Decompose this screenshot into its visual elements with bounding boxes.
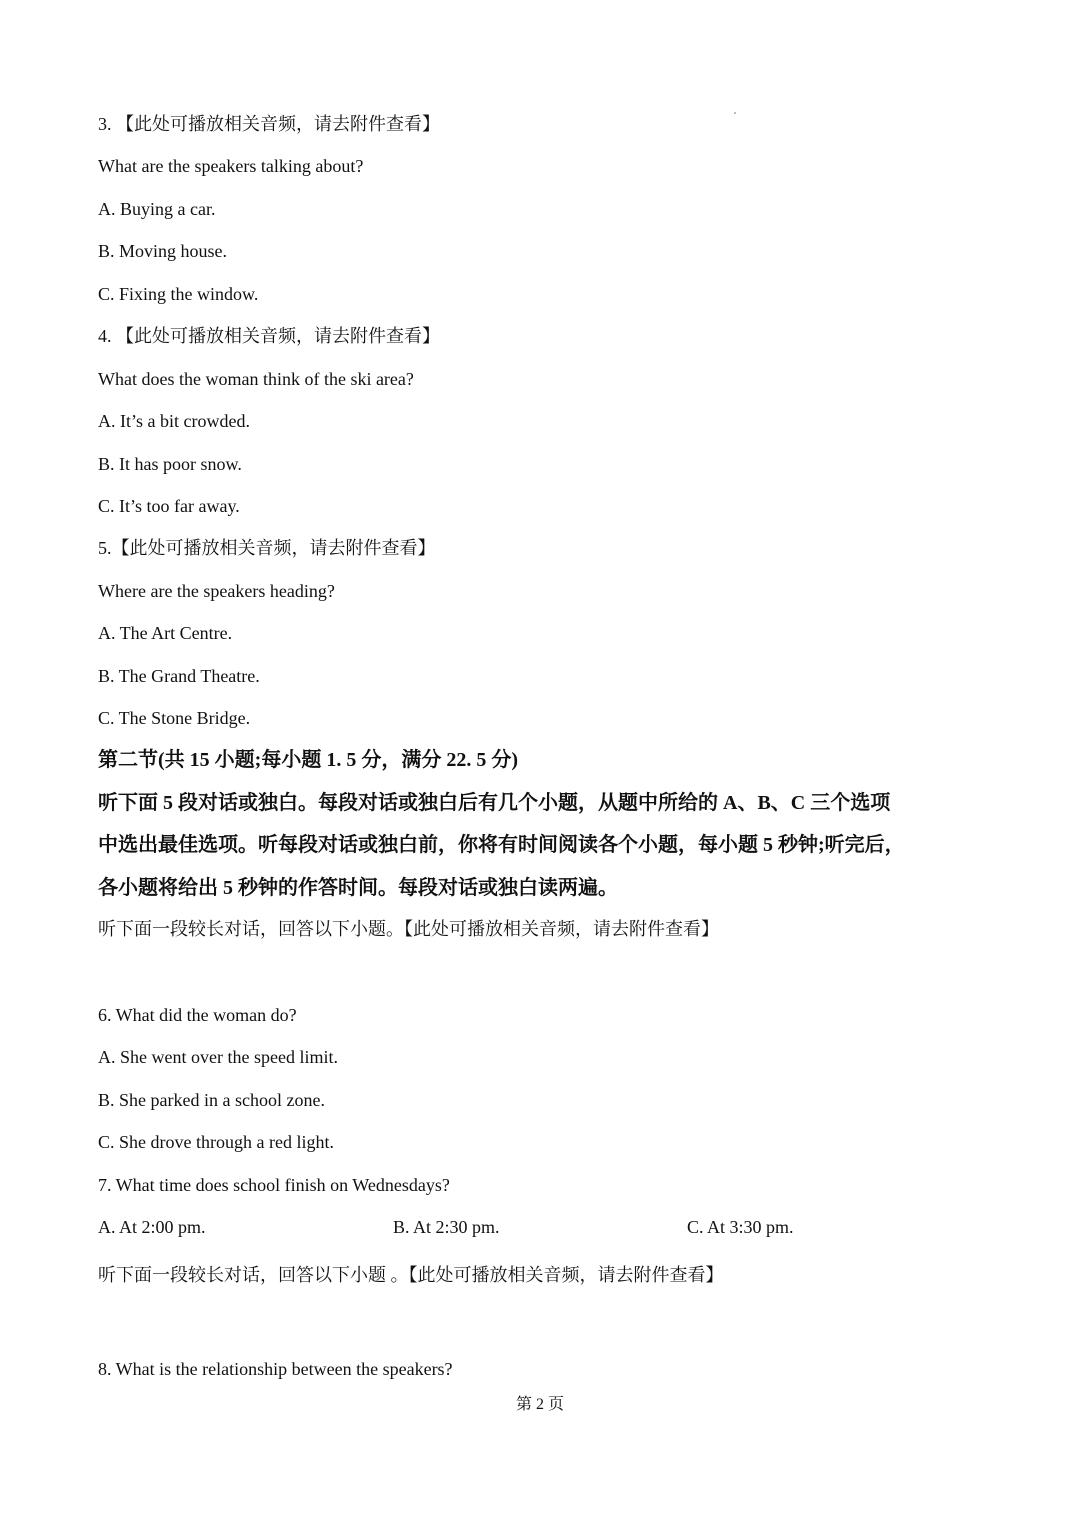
- q5-audio-header: 5.【此处可播放相关音频，请去附件查看】: [98, 538, 436, 558]
- q8-question: 8. What is the relationship between the speakers?: [98, 1359, 453, 1379]
- q6-option-a: A. She went over the speed limit.: [98, 1047, 338, 1067]
- q3-question: What are the speakers talking about?: [98, 156, 364, 176]
- q5-question: Where are the speakers heading?: [98, 581, 335, 601]
- q3-option-b: B. Moving house.: [98, 241, 228, 261]
- page-number: 第 2 页: [515, 1396, 564, 1413]
- q3-audio-header: 3. 【此处可播放相关音频，请去附件查看】: [98, 114, 440, 134]
- q4-audio-header: 4. 【此处可播放相关音频，请去附件查看】: [98, 326, 440, 346]
- q3-option-a: A. Buying a car.: [98, 199, 216, 219]
- scan-speck: [734, 112, 736, 114]
- section2-heading: 第二节(共 15 小题;每小题 1. 5 分，满分 22. 5 分): [98, 749, 518, 771]
- section2-instruction-line-3: 各小题将给出 5 秒钟的作答时间。每段对话或独白读两遍。: [98, 877, 618, 899]
- q4-question: What does the woman think of the ski area?: [98, 369, 414, 389]
- q7-options-row: [98, 1216, 898, 1238]
- q5-option-a: A. The Art Centre.: [98, 623, 233, 643]
- q3-option-c: C. Fixing the window.: [98, 284, 259, 304]
- q7-option-c: C. At 3:30 pm.: [687, 1217, 794, 1237]
- q6-question: 6. What did the woman do?: [98, 1005, 297, 1025]
- q4-option-a: A. It’s a bit crowded.: [98, 411, 250, 431]
- q7-question: 7. What time does school finish on Wednesdays?: [98, 1175, 450, 1195]
- section2-instruction-line-1: 听下面 5 段对话或独白。每段对话或独白后有几个小题，从题中所给的 A、B、C 三个选项: [98, 792, 891, 814]
- q6-option-b: B. She parked in a school zone.: [98, 1090, 325, 1110]
- dialog2-intro: 听下面一段较长对话，回答以下小题 。【此处可播放相关音频，请去附件查看】: [98, 1265, 724, 1285]
- q6-option-c: C. She drove through a red light.: [98, 1132, 334, 1152]
- q7-option-b: B. At 2:30 pm.: [393, 1217, 500, 1237]
- dialog1-intro: 听下面一段较长对话，回答以下小题。【此处可播放相关音频，请去附件查看】: [98, 919, 719, 939]
- q4-option-b: B. It has poor snow.: [98, 454, 242, 474]
- q7-option-a: A. At 2:00 pm.: [98, 1217, 206, 1237]
- section2-instruction-line-2: 中选出最佳选项。听每段对话或独白前，你将有时间阅读各个小题，每小题 5 秒钟;听完后，: [98, 834, 905, 856]
- q5-option-c: C. The Stone Bridge.: [98, 708, 251, 728]
- q4-option-c: C. It’s too far away.: [98, 496, 240, 516]
- q5-option-b: B. The Grand Theatre.: [98, 666, 260, 686]
